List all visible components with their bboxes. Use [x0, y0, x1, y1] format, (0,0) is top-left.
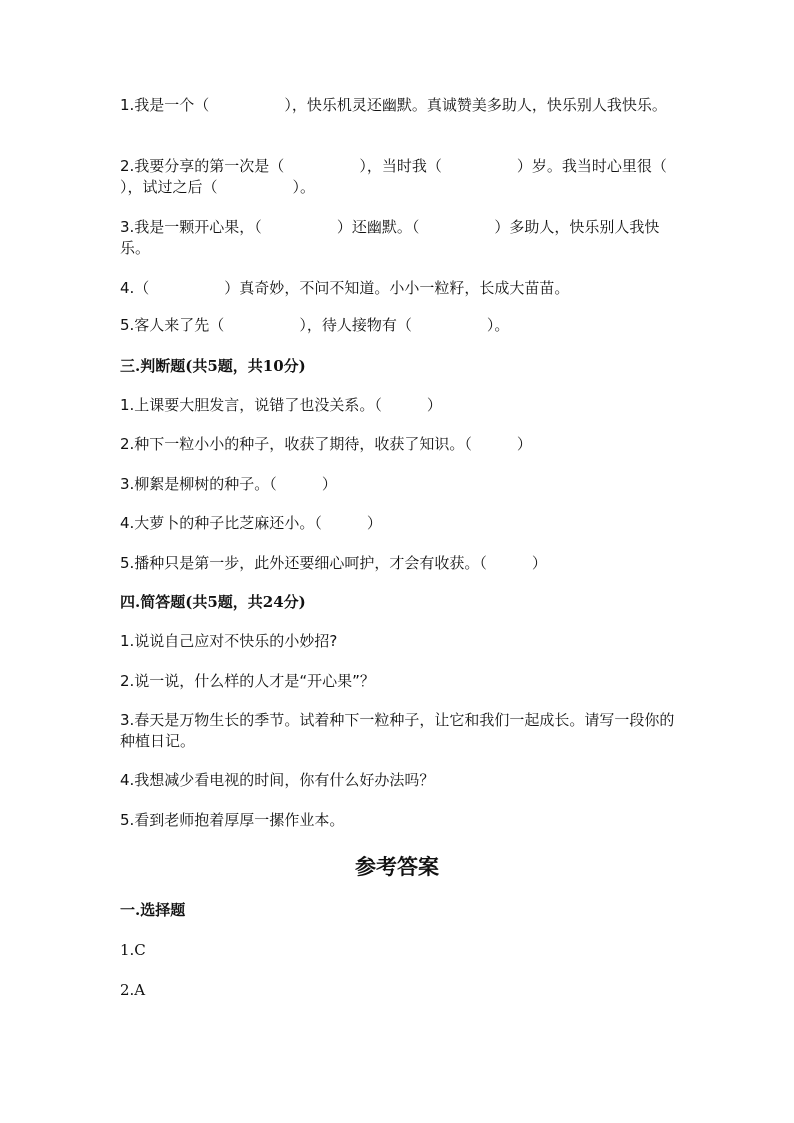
judgment-question-1: 1.上课要大胆发言，说错了也没关系。（ ）: [120, 396, 442, 414]
section-heading-judgment: 三.判断题(共5题，共10分): [120, 357, 306, 375]
section-heading-short-answer: 四.简答题(共5题，共24分): [120, 593, 306, 611]
fill-question-5: 5.客人来了先（ ），待人接物有（ ）。: [120, 316, 510, 334]
short-answer-question-1: 1.说说自己应对不快乐的小妙招?: [120, 632, 338, 650]
answer-item-1: 1.C: [120, 941, 146, 959]
fill-question-4: 4.（ ）真奇妙，不问不知道。小小一粒籽，长成大苗苗。: [120, 279, 570, 297]
short-answer-question-2: 2.说一说，什么样的人才是“开心果”？: [120, 672, 375, 690]
fill-question-3: 3.我是一颗开心果，（ ）还幽默。（ ）多助人，快乐别人我快乐。: [120, 218, 660, 257]
fill-question-1: 1.我是一个（ ），快乐机灵还幽默。真诚赞美多助人，快乐别人我快乐。: [120, 96, 667, 114]
short-answer-question-3: 3.春天是万物生长的季节。试着种下一粒种子，让它和我们一起成长。请写一段你的种植日记。: [120, 711, 675, 750]
answer-item-2: 2.A: [120, 981, 146, 999]
judgment-question-5: 5.播种只是第一步，此外还要细心呵护，才会有收获。（ ）: [120, 554, 547, 572]
short-answer-question-5: 5.看到老师抱着厚厚一摞作业本。: [120, 811, 345, 829]
answers-section-heading: 一.选择题: [120, 901, 186, 919]
judgment-question-2: 2.种下一粒小小的种子，收获了期待，收获了知识。（ ）: [120, 435, 532, 453]
answers-title: 参考答案: [355, 854, 439, 879]
short-answer-question-4: 4.我想减少看电视的时间，你有什么好办法吗？: [120, 771, 435, 789]
judgment-question-3: 3.柳絮是柳树的种子。（ ）: [120, 475, 337, 493]
fill-question-2: 2.我要分享的第一次是（ ），当时我（ ）岁。我当时心里很（ ），试过之后（ ）。: [120, 157, 742, 196]
judgment-question-4: 4.大萝卜的种子比芝麻还小。（ ）: [120, 514, 382, 532]
